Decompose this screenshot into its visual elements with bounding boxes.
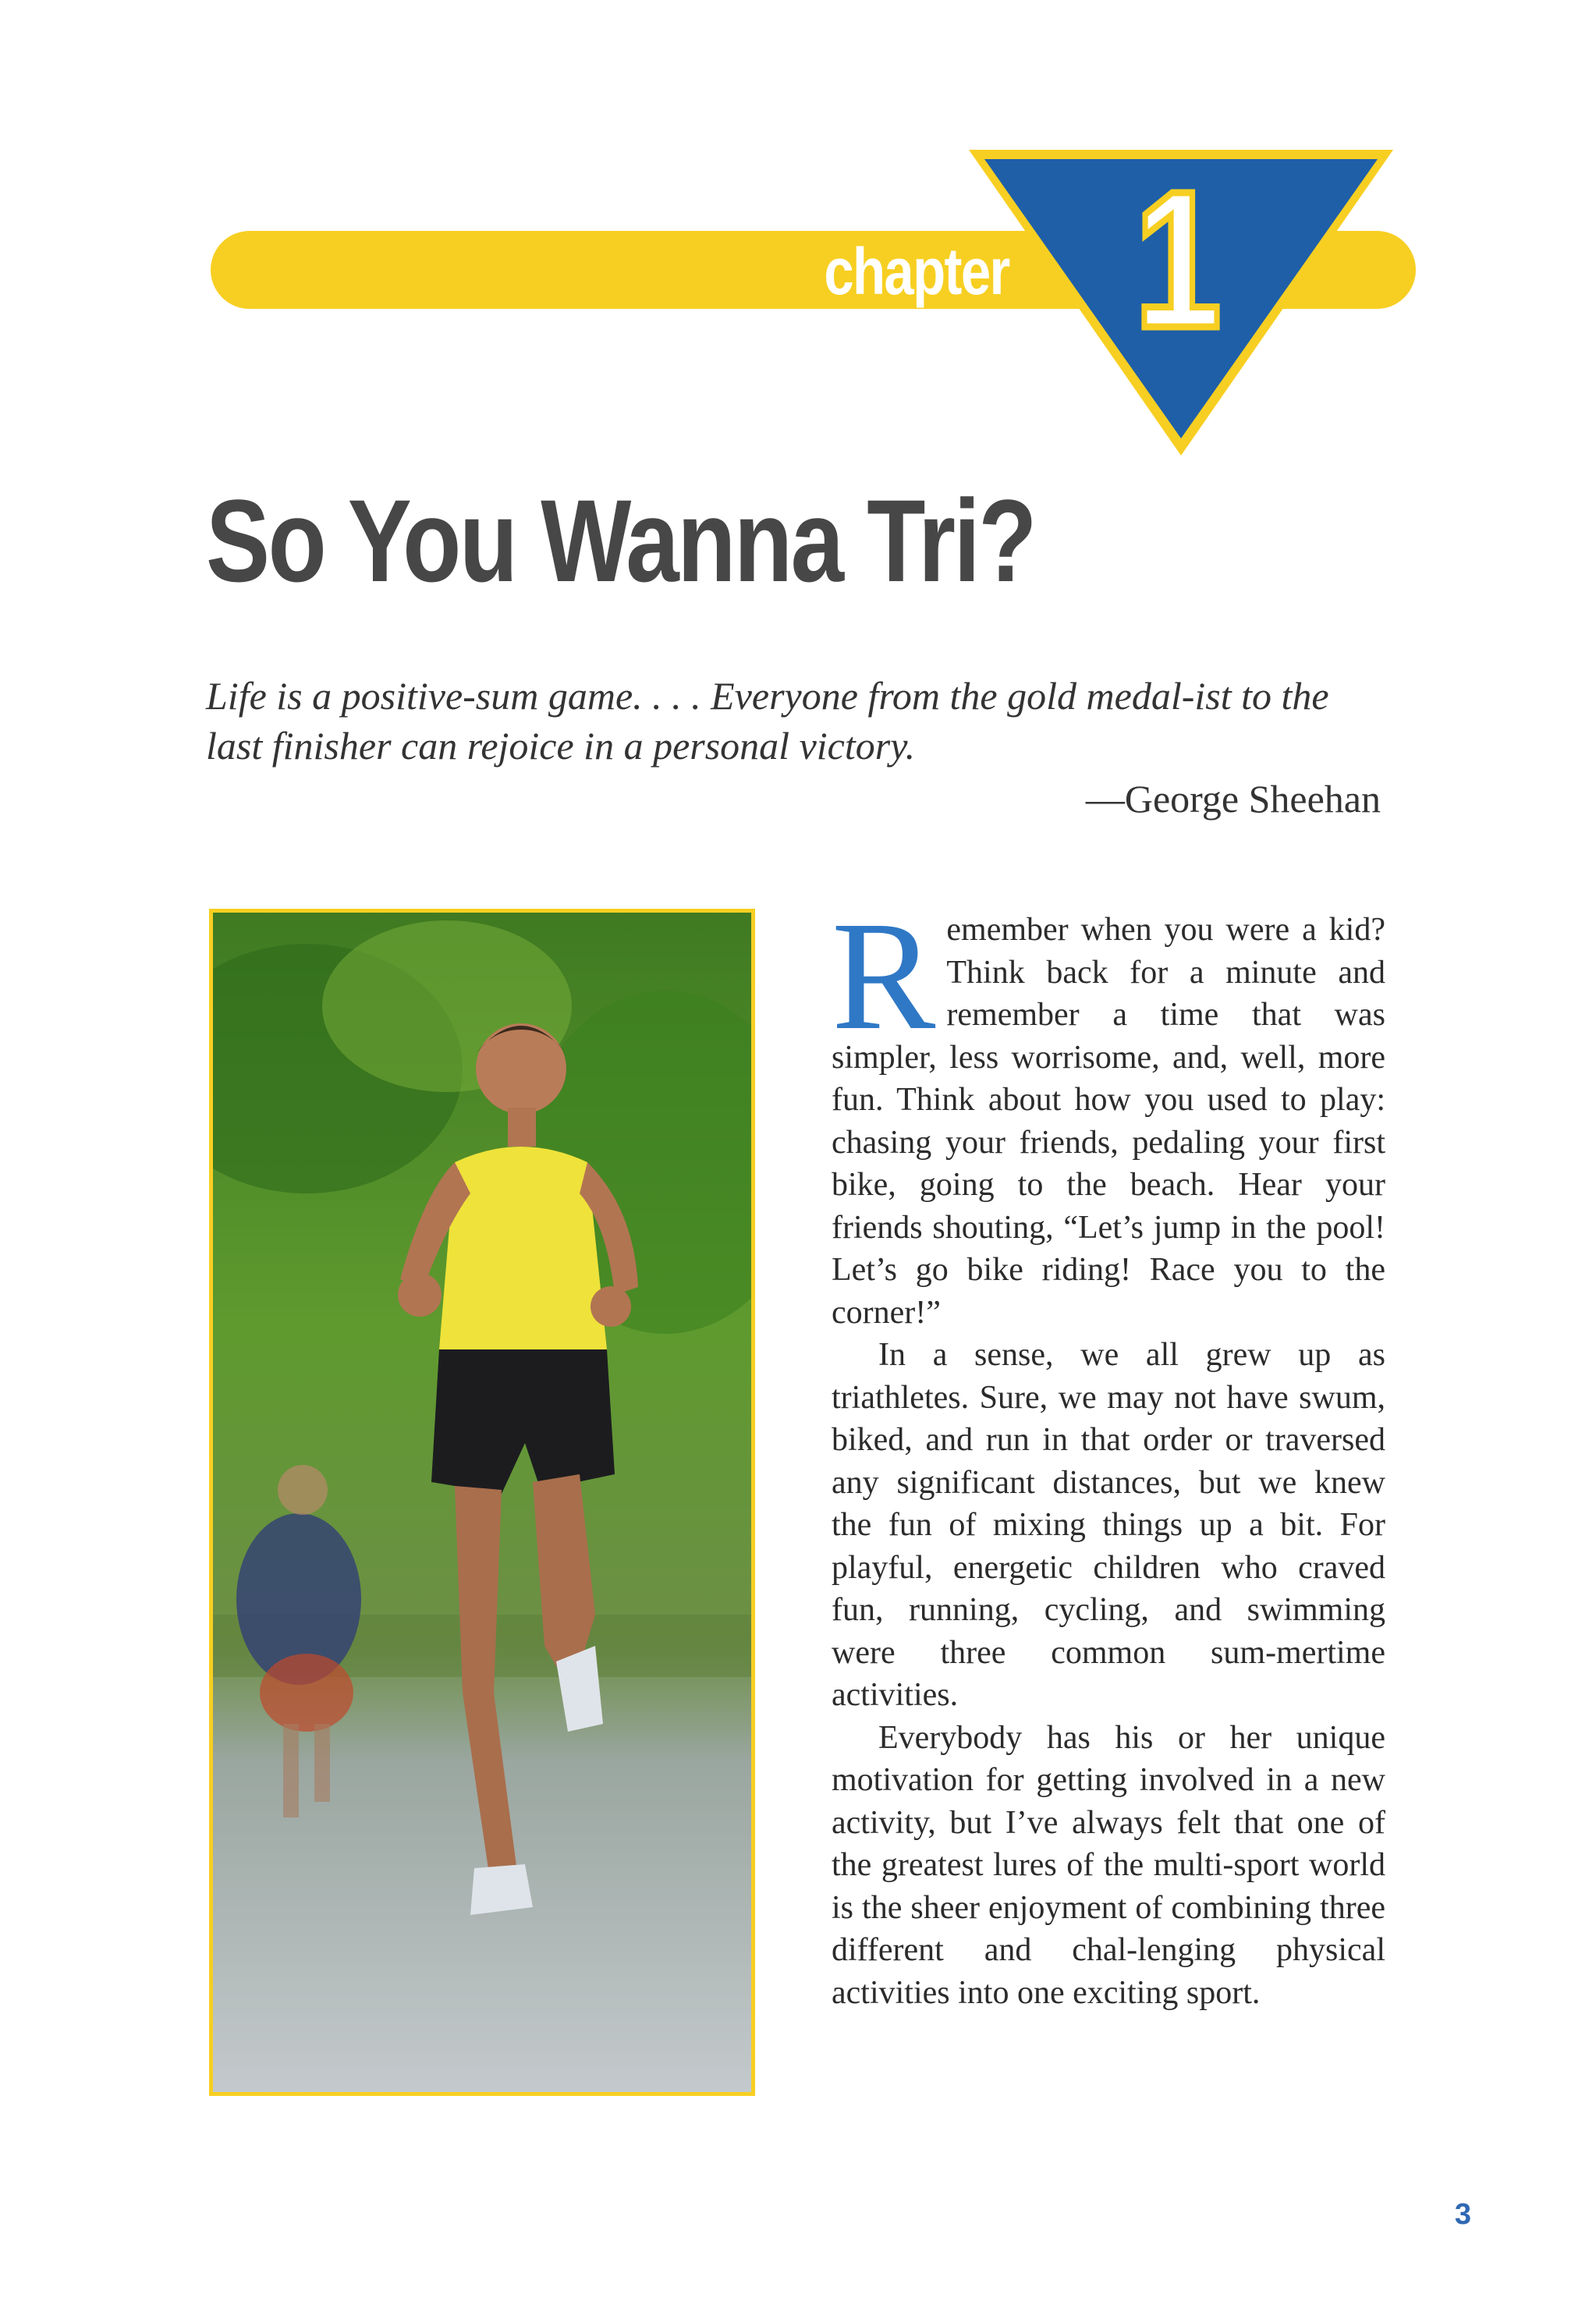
chapter-number: 1 [1134,151,1222,368]
chapter-label: chapter [824,235,1009,308]
runner-photo [209,909,755,2096]
epigraph-attribution: —George Sheehan [1085,777,1381,821]
paragraph-3: Everybody has his or her unique motivation for getting involved in a new activity, but I’ve always felt that one of the greatest lures of the multi-sport world is the sheer enjoyment of combining three different and chal-lenging physical activities into one exciting sport. [832,1719,1385,2011]
drop-cap: R [832,890,936,1062]
body-text [832,890,1385,2014]
paragraph-1 [832,890,1385,1334]
paragraph-1-text: emember when you were a kid? Think back for a minute and remember a time that was simpler, less worrisome, and, well, more fun. Think about how you used to play: chasing your friends, pedaling your first bike, going to the beach. Hear your friends shouting, “Let’s jump in the pool! Let’s go bike riding! Race you to the corner!” [832,912,1385,1331]
epigraph-quote: Life is a positive-sum game. . . . Everyone from the gold medal-ist to the last finisher can rejoice in a personal victory. [206,674,1329,768]
page-number: 3 [1454,2198,1471,2231]
page-title: So You Wanna Tri? [206,475,1035,606]
paragraph-2: In a sense, we all grew up as triathletes. Sure, we may not have swum, biked, and run in that order or traversed any significant distances, but we knew the fun of mixing things up a bit. For playful, energetic children who craved fun, running, cycling, and swimming were three common sum-mertime activities. [832,1337,1385,1713]
